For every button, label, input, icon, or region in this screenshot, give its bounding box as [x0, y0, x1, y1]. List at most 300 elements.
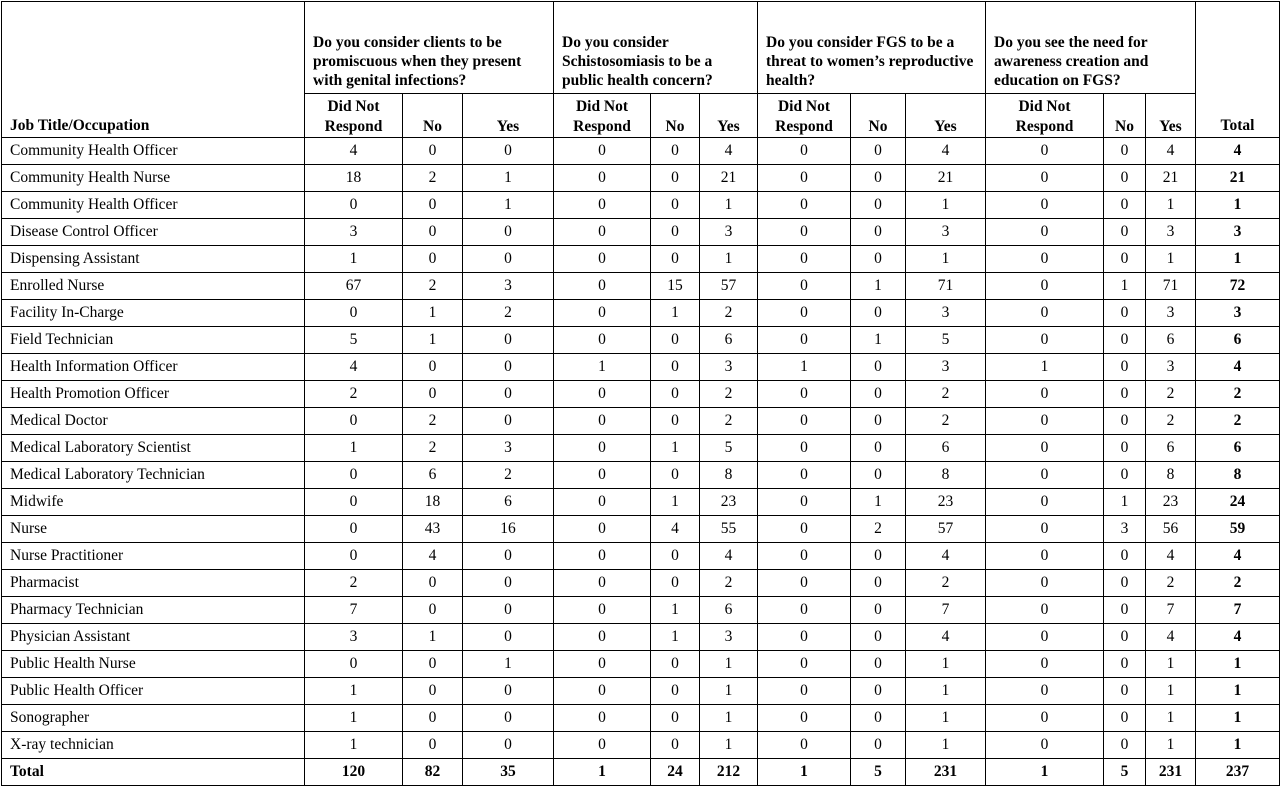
count-cell: 0: [758, 462, 851, 489]
row-total-cell: 1: [1196, 651, 1280, 678]
count-cell: 1: [700, 246, 758, 273]
count-cell: 2: [1146, 381, 1196, 408]
table-row: [2, 516, 1280, 543]
table-row: [2, 732, 1280, 759]
count-cell: 0: [463, 219, 554, 246]
job-title-cell: Field Technician: [2, 327, 305, 354]
count-cell: 1: [700, 192, 758, 219]
count-cell: 0: [758, 408, 851, 435]
count-cell: 0: [403, 246, 463, 273]
count-cell: 0: [403, 138, 463, 165]
count-cell: 1: [1146, 678, 1196, 705]
count-cell: 21: [906, 165, 986, 192]
table-row: [2, 570, 1280, 597]
count-cell: 0: [463, 327, 554, 354]
count-cell: 1: [651, 624, 700, 651]
count-cell: 0: [986, 381, 1104, 408]
count-cell: 0: [463, 570, 554, 597]
count-cell: 2: [700, 570, 758, 597]
table-row: [2, 408, 1280, 435]
count-cell: 0: [403, 651, 463, 678]
count-cell: 3: [305, 624, 403, 651]
count-cell: 0: [1104, 408, 1146, 435]
count-cell: 43: [403, 516, 463, 543]
count-cell: 0: [851, 246, 906, 273]
count-cell: 0: [986, 165, 1104, 192]
count-cell: 2: [305, 570, 403, 597]
count-cell: 1: [305, 435, 403, 462]
count-cell: 0: [554, 678, 651, 705]
count-cell: 0: [851, 219, 906, 246]
count-cell: 0: [851, 381, 906, 408]
count-cell: 2: [1146, 570, 1196, 597]
count-cell: 0: [1104, 354, 1146, 381]
count-cell: 1: [700, 705, 758, 732]
count-cell: 1: [986, 759, 1104, 786]
job-title-cell: Health Information Officer: [2, 354, 305, 381]
job-title-cell: Dispensing Assistant: [2, 246, 305, 273]
count-cell: 1: [305, 678, 403, 705]
table-row: [2, 192, 1280, 219]
count-cell: 1: [1146, 705, 1196, 732]
count-cell: 0: [651, 138, 700, 165]
table-row: [2, 165, 1280, 192]
count-cell: 0: [554, 219, 651, 246]
count-cell: 2: [851, 516, 906, 543]
count-cell: 0: [1104, 219, 1146, 246]
count-cell: 4: [1146, 543, 1196, 570]
count-cell: 23: [1146, 489, 1196, 516]
count-cell: 6: [906, 435, 986, 462]
count-cell: 1: [700, 732, 758, 759]
count-cell: 0: [986, 516, 1104, 543]
count-cell: 1: [986, 354, 1104, 381]
job-title-cell: Facility In-Charge: [2, 300, 305, 327]
count-cell: 6: [463, 489, 554, 516]
row-total-cell: 21: [1196, 165, 1280, 192]
count-cell: 0: [403, 705, 463, 732]
count-cell: 6: [700, 597, 758, 624]
table-row: [2, 597, 1280, 624]
count-cell: 0: [1104, 705, 1146, 732]
count-cell: 3: [700, 219, 758, 246]
count-cell: 0: [1104, 300, 1146, 327]
row-total-cell: 59: [1196, 516, 1280, 543]
count-cell: 1: [1146, 732, 1196, 759]
subheader-did-not-respond: Did Not Respond: [758, 94, 851, 138]
count-cell: 4: [403, 543, 463, 570]
count-cell: 0: [651, 462, 700, 489]
count-cell: 2: [1146, 408, 1196, 435]
count-cell: 6: [403, 462, 463, 489]
count-cell: 0: [463, 624, 554, 651]
count-cell: 0: [554, 138, 651, 165]
count-cell: 0: [758, 165, 851, 192]
row-total-cell: 4: [1196, 624, 1280, 651]
count-cell: 0: [1104, 435, 1146, 462]
count-cell: 2: [463, 462, 554, 489]
row-total-cell: 1: [1196, 192, 1280, 219]
count-cell: 0: [986, 732, 1104, 759]
question-header-schistosomiasis: Do you consider Schistosomiasis to be a public health concern?: [554, 2, 758, 94]
row-total-cell: 3: [1196, 300, 1280, 327]
count-cell: 0: [1104, 165, 1146, 192]
count-cell: 231: [906, 759, 986, 786]
count-cell: 1: [758, 354, 851, 381]
count-cell: 57: [700, 273, 758, 300]
count-cell: 0: [651, 246, 700, 273]
count-cell: 0: [758, 246, 851, 273]
count-cell: 0: [554, 408, 651, 435]
count-cell: 16: [463, 516, 554, 543]
count-cell: 0: [651, 381, 700, 408]
count-cell: 0: [758, 138, 851, 165]
count-cell: 6: [1146, 435, 1196, 462]
count-cell: 3: [906, 300, 986, 327]
subheader-no: No: [1104, 94, 1146, 138]
count-cell: 0: [758, 192, 851, 219]
count-cell: 0: [554, 570, 651, 597]
row-total-cell: 6: [1196, 327, 1280, 354]
count-cell: 0: [463, 138, 554, 165]
count-cell: 1: [651, 489, 700, 516]
count-cell: 0: [1104, 570, 1146, 597]
count-cell: 1: [1146, 192, 1196, 219]
count-cell: 1: [651, 597, 700, 624]
count-cell: 57: [906, 516, 986, 543]
count-cell: 0: [463, 597, 554, 624]
count-cell: 1: [851, 327, 906, 354]
count-cell: 0: [403, 381, 463, 408]
count-cell: 4: [906, 624, 986, 651]
table-row: [2, 543, 1280, 570]
count-cell: 0: [1104, 192, 1146, 219]
count-cell: 0: [986, 597, 1104, 624]
count-cell: 0: [554, 705, 651, 732]
job-title-cell: Public Health Officer: [2, 678, 305, 705]
count-cell: 55: [700, 516, 758, 543]
count-cell: 0: [463, 543, 554, 570]
count-cell: 0: [986, 489, 1104, 516]
count-cell: 0: [851, 192, 906, 219]
count-cell: 0: [1104, 381, 1146, 408]
count-cell: 0: [554, 651, 651, 678]
count-cell: 0: [305, 192, 403, 219]
count-cell: 0: [758, 435, 851, 462]
count-cell: 1: [906, 732, 986, 759]
count-cell: 21: [700, 165, 758, 192]
count-cell: 1: [651, 300, 700, 327]
count-cell: 1: [906, 678, 986, 705]
count-cell: 5: [851, 759, 906, 786]
table-row: [2, 624, 1280, 651]
count-cell: 4: [906, 543, 986, 570]
count-cell: 0: [758, 651, 851, 678]
count-cell: 0: [554, 165, 651, 192]
count-cell: 0: [758, 732, 851, 759]
job-title-cell: Pharmacy Technician: [2, 597, 305, 624]
count-cell: 0: [758, 327, 851, 354]
count-cell: 0: [651, 651, 700, 678]
count-cell: 0: [1104, 624, 1146, 651]
count-cell: 1: [758, 759, 851, 786]
count-cell: 0: [1104, 138, 1146, 165]
count-cell: 0: [1104, 327, 1146, 354]
totals-row: [2, 759, 1280, 786]
subheader-yes: Yes: [700, 94, 758, 138]
count-cell: 0: [986, 624, 1104, 651]
question-header-promiscuous: Do you consider clients to be promiscuous when they present with genital infections?: [305, 2, 554, 94]
count-cell: 0: [651, 732, 700, 759]
count-cell: 0: [758, 300, 851, 327]
job-title-cell: Public Health Nurse: [2, 651, 305, 678]
row-total-cell: 6: [1196, 435, 1280, 462]
count-cell: 4: [700, 138, 758, 165]
count-cell: 4: [906, 138, 986, 165]
row-total-cell: 4: [1196, 138, 1280, 165]
count-cell: 24: [651, 759, 700, 786]
count-cell: 0: [651, 165, 700, 192]
row-total-cell: 72: [1196, 273, 1280, 300]
count-cell: 1: [700, 651, 758, 678]
count-cell: 1: [906, 192, 986, 219]
table-row: [2, 489, 1280, 516]
question-header-fgs-threat: Do you consider FGS to be a threat to women’s reproductive health?: [758, 2, 986, 94]
count-cell: 2: [403, 435, 463, 462]
table-row: [2, 327, 1280, 354]
job-title-cell: Midwife: [2, 489, 305, 516]
count-cell: 0: [554, 192, 651, 219]
count-cell: 0: [986, 219, 1104, 246]
count-cell: 3: [463, 435, 554, 462]
count-cell: 0: [851, 354, 906, 381]
count-cell: 0: [403, 192, 463, 219]
count-cell: 0: [851, 651, 906, 678]
count-cell: 0: [305, 651, 403, 678]
count-cell: 1: [1104, 273, 1146, 300]
count-cell: 0: [758, 597, 851, 624]
totals-label: Total: [2, 759, 305, 786]
count-cell: 0: [554, 516, 651, 543]
count-cell: 71: [906, 273, 986, 300]
count-cell: 2: [700, 300, 758, 327]
count-cell: 0: [758, 381, 851, 408]
count-cell: 5: [1104, 759, 1146, 786]
count-cell: 0: [305, 516, 403, 543]
row-total-cell: 4: [1196, 543, 1280, 570]
count-cell: 2: [700, 408, 758, 435]
count-cell: 1: [463, 651, 554, 678]
count-cell: 0: [651, 327, 700, 354]
table-row: [2, 651, 1280, 678]
count-cell: 1: [305, 246, 403, 273]
header-row-questions: [2, 2, 1280, 94]
job-title-cell: Nurse: [2, 516, 305, 543]
table-row: [2, 435, 1280, 462]
count-cell: 0: [986, 273, 1104, 300]
row-total-cell: 8: [1196, 462, 1280, 489]
count-cell: 3: [1104, 516, 1146, 543]
job-title-cell: Pharmacist: [2, 570, 305, 597]
job-title-cell: Disease Control Officer: [2, 219, 305, 246]
count-cell: 0: [851, 678, 906, 705]
count-cell: 0: [1104, 597, 1146, 624]
job-title-cell: Community Health Nurse: [2, 165, 305, 192]
count-cell: 0: [554, 327, 651, 354]
table-row: [2, 273, 1280, 300]
row-total-cell: 1: [1196, 246, 1280, 273]
count-cell: 0: [851, 138, 906, 165]
count-cell: 5: [906, 327, 986, 354]
count-cell: 3: [1146, 300, 1196, 327]
count-cell: 21: [1146, 165, 1196, 192]
table-row: [2, 354, 1280, 381]
job-title-cell: Nurse Practitioner: [2, 543, 305, 570]
count-cell: 0: [554, 732, 651, 759]
subheader-did-not-respond: Did Not Respond: [305, 94, 403, 138]
count-cell: 0: [554, 489, 651, 516]
job-title-cell: Community Health Officer: [2, 192, 305, 219]
count-cell: 35: [463, 759, 554, 786]
count-cell: 0: [1104, 462, 1146, 489]
count-cell: 0: [554, 435, 651, 462]
job-title-cell: Community Health Officer: [2, 138, 305, 165]
count-cell: 3: [700, 354, 758, 381]
count-cell: 0: [758, 624, 851, 651]
count-cell: 0: [758, 543, 851, 570]
count-cell: 1: [651, 435, 700, 462]
count-cell: 8: [906, 462, 986, 489]
question-header-awareness: Do you see the need for awareness creation and education on FGS?: [986, 2, 1196, 94]
count-cell: 0: [305, 408, 403, 435]
table-row: [2, 705, 1280, 732]
table-row: [2, 678, 1280, 705]
count-cell: 120: [305, 759, 403, 786]
count-cell: 0: [463, 381, 554, 408]
count-cell: 0: [403, 732, 463, 759]
count-cell: 0: [554, 300, 651, 327]
count-cell: 0: [554, 462, 651, 489]
count-cell: 0: [463, 678, 554, 705]
subheader-did-not-respond: Did Not Respond: [986, 94, 1104, 138]
row-total-cell: 237: [1196, 759, 1280, 786]
count-cell: 3: [700, 624, 758, 651]
count-cell: 1: [906, 246, 986, 273]
count-cell: 1: [403, 624, 463, 651]
count-cell: 0: [851, 732, 906, 759]
count-cell: 3: [305, 219, 403, 246]
count-cell: 2: [403, 273, 463, 300]
count-cell: 2: [463, 300, 554, 327]
table-row: [2, 246, 1280, 273]
count-cell: 1: [305, 705, 403, 732]
count-cell: 8: [1146, 462, 1196, 489]
table-row: [2, 462, 1280, 489]
count-cell: 2: [403, 408, 463, 435]
subheader-yes: Yes: [1146, 94, 1196, 138]
job-title-header: Job Title/Occupation: [2, 2, 305, 138]
count-cell: 0: [851, 408, 906, 435]
count-cell: 0: [758, 516, 851, 543]
count-cell: 1: [554, 354, 651, 381]
count-cell: 82: [403, 759, 463, 786]
count-cell: 1: [851, 273, 906, 300]
count-cell: 0: [851, 597, 906, 624]
count-cell: 1: [1146, 246, 1196, 273]
count-cell: 5: [305, 327, 403, 354]
count-cell: 1: [700, 678, 758, 705]
count-cell: 0: [851, 705, 906, 732]
count-cell: 0: [463, 246, 554, 273]
subheader-no: No: [651, 94, 700, 138]
count-cell: 7: [906, 597, 986, 624]
count-cell: 4: [651, 516, 700, 543]
count-cell: 0: [851, 624, 906, 651]
count-cell: 1: [463, 192, 554, 219]
count-cell: 0: [758, 219, 851, 246]
count-cell: 0: [554, 246, 651, 273]
row-total-cell: 4: [1196, 354, 1280, 381]
count-cell: 0: [758, 489, 851, 516]
count-cell: 0: [986, 435, 1104, 462]
count-cell: 0: [403, 570, 463, 597]
count-cell: 3: [906, 219, 986, 246]
count-cell: 0: [986, 300, 1104, 327]
count-cell: 0: [1104, 246, 1146, 273]
count-cell: 0: [986, 246, 1104, 273]
count-cell: 1: [1146, 651, 1196, 678]
count-cell: 2: [906, 570, 986, 597]
count-cell: 0: [651, 192, 700, 219]
table-row: [2, 300, 1280, 327]
subheader-yes: Yes: [463, 94, 554, 138]
subheader-yes: Yes: [906, 94, 986, 138]
count-cell: 0: [1104, 678, 1146, 705]
count-cell: 0: [651, 543, 700, 570]
count-cell: 0: [1104, 543, 1146, 570]
row-total-cell: 1: [1196, 732, 1280, 759]
count-cell: 23: [700, 489, 758, 516]
row-total-cell: 1: [1196, 678, 1280, 705]
count-cell: 2: [305, 381, 403, 408]
count-cell: 3: [463, 273, 554, 300]
count-cell: 0: [463, 408, 554, 435]
count-cell: 0: [1104, 651, 1146, 678]
row-total-cell: 3: [1196, 219, 1280, 246]
count-cell: 5: [700, 435, 758, 462]
count-cell: 0: [305, 543, 403, 570]
row-total-cell: 7: [1196, 597, 1280, 624]
job-title-cell: Sonographer: [2, 705, 305, 732]
count-cell: 1: [305, 732, 403, 759]
count-cell: 23: [906, 489, 986, 516]
count-cell: 0: [305, 489, 403, 516]
count-cell: 1: [554, 759, 651, 786]
count-cell: 6: [1146, 327, 1196, 354]
count-cell: 0: [851, 462, 906, 489]
count-cell: 71: [1146, 273, 1196, 300]
count-cell: 8: [700, 462, 758, 489]
count-cell: 0: [651, 570, 700, 597]
count-cell: 2: [906, 381, 986, 408]
count-cell: 1: [463, 165, 554, 192]
count-cell: 4: [305, 354, 403, 381]
count-cell: 231: [1146, 759, 1196, 786]
count-cell: 0: [758, 678, 851, 705]
table-row: [2, 138, 1280, 165]
count-cell: 1: [906, 651, 986, 678]
count-cell: 0: [986, 462, 1104, 489]
